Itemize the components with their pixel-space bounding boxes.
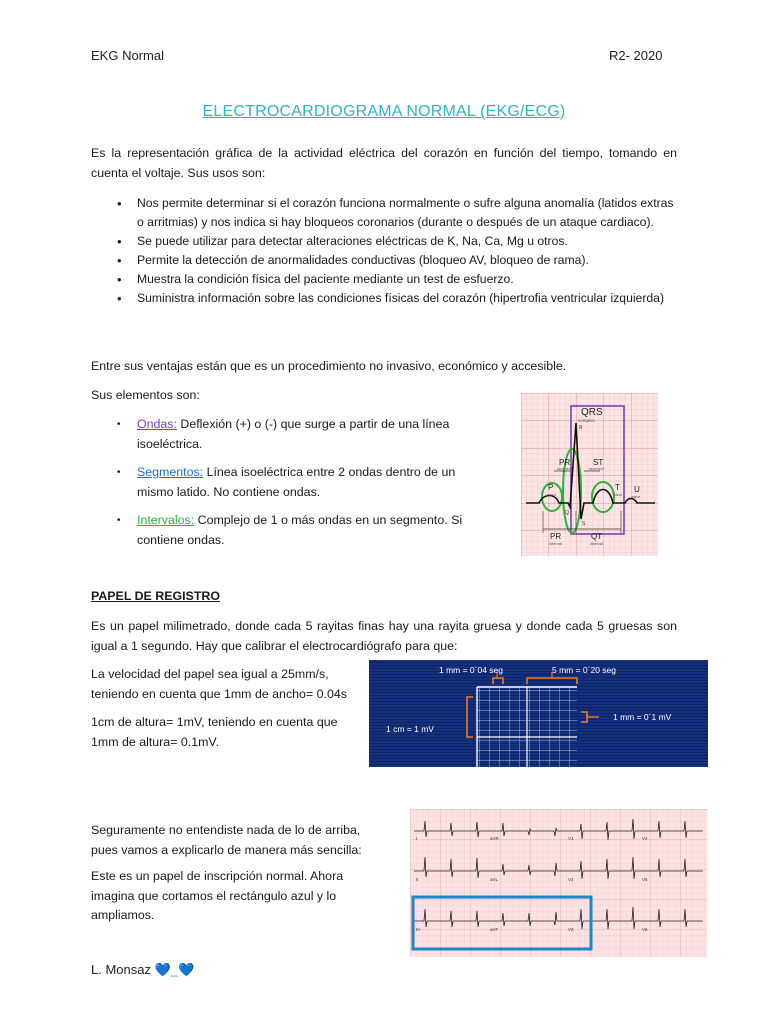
- pr-interval-sub: interval: [549, 541, 562, 546]
- speed-text: La velocidad del papel sea igual a 25mm/s, teniendo en cuenta que 1mm de ancho= 0.04s: [91, 667, 347, 701]
- list-item: • Muestra la condición física del paciente mediante un test de esfuerzo.: [115, 270, 677, 289]
- one-mm-mv-label: 1 mm = 0´1 mV: [613, 712, 672, 722]
- elements-intro: Sus elementos son:: [91, 388, 200, 402]
- one-cm-mv-label: 1 cm = 1 mV: [386, 724, 434, 734]
- intro-paragraph: Es la representación gráfica de la actividad eléctrica del corazón en función del tiempo, tomando en cuenta el voltaje. Sus usos son:: [91, 146, 677, 180]
- document-title: ELECTROCARDIOGRAMA NORMAL (EKG/ECG): [202, 103, 566, 120]
- p-wave-sub: wave: [547, 492, 557, 497]
- lead-label: V3: [568, 927, 574, 932]
- t-wave-sub: wave: [613, 492, 623, 497]
- lead-label: V5: [642, 877, 648, 882]
- u-wave-label: U: [634, 485, 640, 494]
- q-label: Q: [565, 510, 569, 516]
- term-intervalos: Intervalos:: [137, 513, 195, 527]
- list-item: [115, 415, 477, 454]
- ecg-strip-figure: [410, 809, 707, 957]
- term-desc: Línea isoeléctrica entre 2 ondas dentro de un mismo latido. No contiene ondas.: [137, 465, 456, 499]
- list-item: • Nos permite determinar si el corazón funciona normalmente o sufre alguna anomalía (latidos extras o arritmias) y nos indica si hay bloqueos coronarios (durante o después de un ataque cardiaco).: [115, 194, 677, 232]
- pr-segment-label: PR: [559, 458, 571, 467]
- advantages-paragraph: Entre sus ventajas están que es un procedimiento no invasivo, económico y accesible.: [91, 359, 567, 373]
- qrs-label: QRS: [581, 407, 603, 418]
- calibration-grid-figure: [369, 660, 708, 767]
- lead-label: I: [416, 836, 418, 841]
- p-wave-label: P: [548, 483, 554, 492]
- t-wave-label: T: [615, 483, 620, 492]
- height-text: 1cm de altura= 1mV, teniendo en cuenta que 1mm de altura= 0.1mV.: [91, 715, 338, 749]
- author-name: L. Monsaz: [91, 962, 151, 977]
- paper-description: Es un papel milimetrado, donde cada 5 rayitas finas hay una rayita gruesa y donde cada 5 gruesas son igual a 1 segundo. Hay que calibrar el electrocardiógrafo para que:: [91, 619, 677, 653]
- calibration-svg: [369, 660, 708, 767]
- heart-icons: 💙_💙: [154, 962, 195, 977]
- term-desc: Complejo de 1 o más ondas en un segmento. Si contiene ondas.: [137, 513, 463, 547]
- ecg-strip-svg: [410, 809, 707, 957]
- r-label: R: [579, 425, 583, 431]
- s-label: S: [582, 521, 586, 527]
- list-item: [115, 511, 477, 550]
- simple-explanation-1: Seguramente no entendiste nada de lo de arriba, pues vamos a explicarlo de manera más sencilla:: [91, 823, 362, 857]
- lead-label: aVF: [490, 927, 499, 932]
- header-left: EKG Normal: [91, 48, 164, 63]
- lead-label: V1: [568, 836, 574, 841]
- uses-list: [115, 194, 677, 308]
- lead-label: V2: [568, 877, 574, 882]
- lead-label: aVL: [490, 877, 499, 882]
- lead-label: aVR: [490, 836, 499, 841]
- qt-interval-sub: interval: [590, 541, 603, 546]
- st-segment-sub: segment: [589, 466, 605, 471]
- lead-label: V4: [642, 836, 648, 841]
- footer: [91, 962, 194, 978]
- qrs-sub-label: complex: [578, 418, 595, 423]
- list-item: • Se puede utilizar para detectar alteraciones eléctricas de K, Na, Ca, Mg u otros.: [115, 232, 677, 251]
- lead-label: V6: [642, 927, 648, 932]
- st-segment-label: ST: [593, 458, 604, 467]
- one-mm-seg-label: 1 mm = 0´04 seg: [439, 665, 504, 675]
- list-item: • Permite la detección de anormalidades conductivas (bloqueo AV, bloqueo de rama).: [115, 251, 677, 270]
- paper-section-heading: PAPEL DE REGISTRO: [91, 589, 220, 603]
- term-segmentos: Segmentos:: [137, 465, 204, 479]
- qt-interval-label: QT: [591, 532, 603, 541]
- lead-label: III: [416, 927, 420, 932]
- header-right: R2- 2020: [609, 48, 663, 63]
- five-mm-seg-label: 5 mm = 0´20 seg: [552, 665, 617, 675]
- term-ondas: Ondas:: [137, 417, 177, 431]
- term-desc: Deflexión (+) o (-) que surge a partir de una línea isoeléctrica.: [137, 417, 450, 451]
- ecg-waveform-diagram: [521, 393, 658, 556]
- pr-interval-label: PR: [550, 532, 562, 541]
- list-item: • Suministra información sobre las condiciones físicas del corazón (hipertrofia ventricular izquierda): [115, 289, 677, 308]
- pr-segment-sub: segment: [557, 466, 573, 471]
- ecg-diagram-svg: [521, 393, 658, 556]
- simple-explanation-2: Este es un papel de inscripción normal. Ahora imagina que cortamos el rectángulo azul y lo ampliamos.: [91, 869, 344, 922]
- list-item: [115, 463, 477, 502]
- lead-label: II: [416, 877, 419, 882]
- u-wave-sub: wave: [631, 494, 641, 499]
- elements-list: [115, 415, 477, 559]
